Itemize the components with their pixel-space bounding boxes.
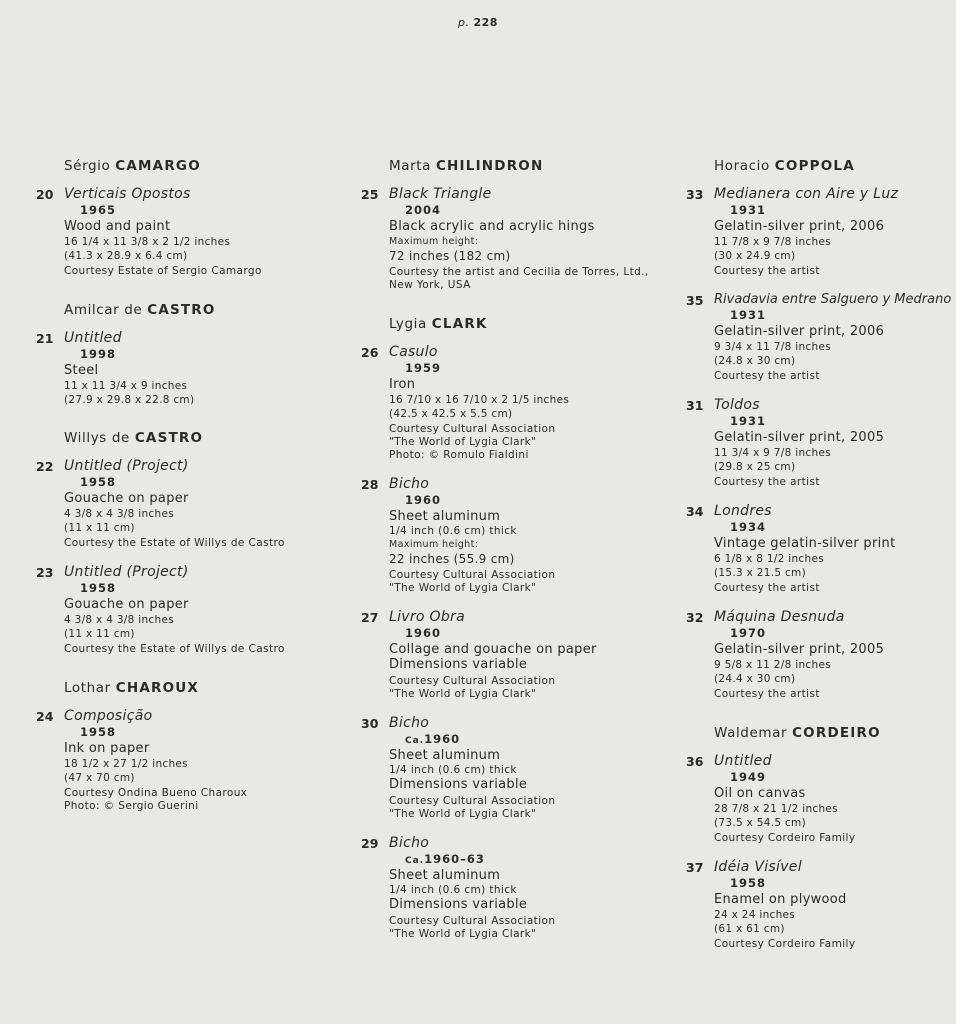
entry-credit: Courtesy the Estate of Willys de Castro	[64, 643, 285, 655]
entry-credit: Courtesy the artist	[714, 370, 820, 382]
entry-thickness: 1/4 inch (0.6 cm) thick	[389, 525, 517, 537]
column-1	[30, 158, 330, 827]
circa-label: Ca.	[405, 736, 425, 746]
artist-heading	[389, 316, 665, 332]
catalog-entry	[680, 292, 956, 383]
catalog-entry	[680, 859, 956, 951]
entry-credit: Courtesy Cultural Association	[389, 915, 556, 927]
entry-title: Bicho	[389, 715, 430, 731]
entry-dimensions: Dimensions variable	[389, 657, 528, 672]
artist-first-name: Amilcar de	[64, 302, 143, 318]
entry-credit: Courtesy the artist	[714, 582, 820, 594]
page-prefix: p.	[458, 16, 470, 29]
entry-title: Untitled	[714, 753, 772, 769]
entry-dimensions-cm: (11 x 11 cm)	[64, 522, 135, 534]
entry-credit: Courtesy Cultural Association	[389, 569, 556, 581]
entry-credit: Courtesy Cultural Association	[389, 795, 556, 807]
artist-last-name: CLARK	[431, 316, 488, 332]
entry-dimensions-inches: 16 1/4 x 11 3/8 x 2 1/2 inches	[64, 236, 231, 248]
artist-last-name: CHAROUX	[115, 680, 200, 696]
entry-credit: Courtesy the artist	[714, 476, 820, 488]
artist-last-name: CORDEIRO	[792, 725, 881, 741]
entry-medium: Black acrylic and acrylic hings	[389, 219, 595, 234]
entry-credit-line-2: "The World of Lygia Clark"	[389, 928, 537, 940]
entry-title: Casulo	[389, 344, 438, 360]
entry-dimensions-cm: (29.8 x 25 cm)	[714, 461, 796, 473]
page-number	[0, 16, 956, 29]
entry-dimensions-inches: 16 7/10 x 16 7/10 x 2 1/5 inches	[389, 394, 570, 406]
entry-dimensions-cm: (24.8 x 30 cm)	[714, 355, 796, 367]
entry-medium: Gelatin-silver print, 2006	[714, 219, 885, 234]
catalog-entry	[30, 564, 330, 656]
artist-first-name: Sérgio	[64, 158, 111, 174]
entry-number: 28	[361, 477, 379, 492]
entry-title: Untitled	[64, 330, 122, 346]
entry-thickness: 1/4 inch (0.6 cm) thick	[389, 764, 517, 776]
entry-year-value: 1960–63	[424, 852, 485, 866]
entry-year: 1958	[80, 475, 117, 489]
entry-number: 32	[686, 610, 704, 625]
catalog-entry	[680, 503, 956, 595]
entry-dimensions-inches: 4 3/8 x 4 3/8 inches	[64, 614, 174, 626]
entry-year: 1931	[730, 414, 767, 428]
entry-credit-line-2: "The World of Lygia Clark"	[389, 582, 537, 594]
entry-medium: Iron	[389, 377, 416, 392]
catalog-entry	[355, 609, 665, 701]
artist-heading	[64, 680, 330, 696]
entry-title: Bicho	[389, 476, 430, 492]
entry-title: Idéia Visível	[714, 859, 802, 875]
entry-medium: Gelatin-silver print, 2006	[714, 324, 885, 339]
entry-credit-line-2: "The World of Lygia Clark"	[389, 808, 537, 820]
entry-dimensions-inches: 28 7/8 x 21 1/2 inches	[714, 803, 838, 815]
entry-title: Rivadavia entre Salguero y Medrano	[714, 292, 952, 307]
artist-first-name: Horacio	[714, 158, 770, 174]
entry-dimensions-cm: (61 x 61 cm)	[714, 923, 785, 935]
entry-title: Toldos	[714, 397, 760, 413]
entry-year: 1934	[730, 520, 767, 534]
entry-title: Black Triangle	[389, 186, 492, 202]
artist-first-name: Lygia	[389, 316, 427, 332]
entry-year: 1958	[730, 876, 767, 890]
entry-medium: Enamel on plywood	[714, 892, 847, 907]
entry-credit: Courtesy Cordeiro Family	[714, 938, 856, 950]
entry-title: Medianera con Aire y Luz	[714, 186, 899, 202]
entry-credit: Courtesy the Estate of Willys de Castro	[64, 537, 285, 549]
entry-credit: Courtesy Cordeiro Family	[714, 832, 856, 844]
entry-note: Maximum height:	[389, 236, 479, 247]
entry-credit: Courtesy Estate of Sergio Camargo	[64, 265, 262, 277]
entry-medium: Collage and gouache on paper	[389, 642, 597, 657]
entry-medium: Steel	[64, 363, 99, 378]
entry-number: 34	[686, 504, 704, 519]
entry-dimensions: Dimensions variable	[389, 897, 528, 912]
entry-number: 33	[686, 187, 704, 202]
artist-last-name: CHILINDRON	[435, 158, 544, 174]
entry-dimensions-inches: 11 7/8 x 9 7/8 inches	[714, 236, 831, 248]
entry-year-value: 1960	[424, 732, 461, 746]
entry-dimensions-cm: (24.4 x 30 cm)	[714, 673, 796, 685]
artist-last-name: CAMARGO	[115, 158, 201, 174]
entry-year: 1960	[405, 626, 442, 640]
catalog-entry	[30, 458, 330, 550]
artist-heading	[714, 725, 956, 741]
entry-photo-credit: Photo: © Romulo Fialdini	[389, 449, 529, 461]
entry-note: Maximum height:	[389, 539, 479, 550]
entry-number: 20	[36, 187, 54, 202]
entry-year	[405, 732, 665, 746]
entry-year: 1960	[405, 493, 442, 507]
entry-dimensions-inches: 11 3/4 x 9 7/8 inches	[714, 447, 831, 459]
page-number-value: 228	[473, 16, 498, 29]
entry-photo-credit: Photo: © Sergio Guerini	[64, 800, 199, 812]
catalog-entry	[680, 609, 956, 701]
entry-year: 1970	[730, 626, 767, 640]
entry-year: 1959	[405, 361, 442, 375]
artist-first-name: Lothar	[64, 680, 111, 696]
entry-year: 1998	[80, 347, 117, 361]
entry-title: Composição	[64, 708, 153, 724]
entry-year: 2004	[405, 203, 442, 217]
entry-title: Londres	[714, 503, 772, 519]
catalog-entry	[355, 344, 665, 462]
catalog-entry	[355, 715, 665, 821]
entry-title: Untitled (Project)	[64, 564, 189, 580]
artist-first-name: Waldemar	[714, 725, 788, 741]
entry-title: Untitled (Project)	[64, 458, 189, 474]
entry-year	[405, 852, 665, 866]
entry-dimensions-inches: 9 3/4 x 11 7/8 inches	[714, 341, 831, 353]
entry-credit-line-2: "The World of Lygia Clark"	[389, 436, 537, 448]
entry-title: Máquina Desnuda	[714, 609, 845, 625]
catalog-entry	[355, 835, 665, 941]
catalog-entry	[30, 186, 330, 278]
entry-medium: Gouache on paper	[64, 491, 189, 506]
entry-credit: Courtesy the artist	[714, 688, 820, 700]
circa-label: Ca.	[405, 856, 425, 866]
entry-medium: Gelatin-silver print, 2005	[714, 642, 885, 657]
catalog-entry	[680, 753, 956, 845]
artist-heading	[64, 302, 330, 318]
entry-number: 37	[686, 860, 704, 875]
entry-credit: Courtesy Ondina Bueno Charoux	[64, 787, 248, 799]
entry-dimensions-inches: 9 5/8 x 11 2/8 inches	[714, 659, 831, 671]
entry-number: 29	[361, 836, 379, 851]
entry-medium: Sheet aluminum	[389, 868, 501, 883]
entry-number: 30	[361, 716, 379, 731]
entry-year: 1949	[730, 770, 767, 784]
artist-heading	[389, 158, 665, 174]
entry-credit: Courtesy the artist	[714, 265, 820, 277]
entry-title: Bicho	[389, 835, 430, 851]
entry-number: 23	[36, 565, 54, 580]
entry-medium: Wood and paint	[64, 219, 171, 234]
entry-year: 1958	[80, 581, 117, 595]
entry-dimensions-cm: (42.5 x 42.5 x 5.5 cm)	[389, 408, 513, 420]
entry-dimensions-cm: (27.9 x 29.8 x 22.8 cm)	[64, 394, 195, 406]
entry-number: 35	[686, 293, 704, 308]
entry-dimensions-cm: (73.5 x 54.5 cm)	[714, 817, 806, 829]
entry-dimensions-cm: (15.3 x 21.5 cm)	[714, 567, 806, 579]
entry-dimensions-cm: (11 x 11 cm)	[64, 628, 135, 640]
entry-dimensions-inches: 6 1/8 x 8 1/2 inches	[714, 553, 824, 565]
entry-dimensions-cm: (30 x 24.9 cm)	[714, 250, 796, 262]
catalog-entry	[680, 186, 956, 278]
artist-heading	[64, 158, 330, 174]
entry-medium: Ink on paper	[64, 741, 150, 756]
artist-heading	[714, 158, 956, 174]
entry-number: 27	[361, 610, 379, 625]
entry-number: 24	[36, 709, 54, 724]
entry-credit-line-2: New York, USA	[389, 279, 471, 291]
entry-medium: Sheet aluminum	[389, 509, 501, 524]
catalog-entry	[355, 476, 665, 595]
entry-dimensions-inches: 4 3/8 x 4 3/8 inches	[64, 508, 174, 520]
entry-number: 36	[686, 754, 704, 769]
entry-year: 1931	[730, 308, 767, 322]
catalog-entry	[30, 708, 330, 813]
entry-title: Verticais Opostos	[64, 186, 191, 202]
entry-dimensions: 72 inches (182 cm)	[389, 249, 511, 263]
entry-credit: Courtesy Cultural Association	[389, 423, 556, 435]
entry-medium: Vintage gelatin-silver print	[714, 536, 896, 551]
entry-thickness: 1/4 inch (0.6 cm) thick	[389, 884, 517, 896]
entry-number: 22	[36, 459, 54, 474]
entry-dimensions-cm: (41.3 x 28.9 x 6.4 cm)	[64, 250, 188, 262]
entry-number: 31	[686, 398, 704, 413]
entry-number: 25	[361, 187, 379, 202]
entry-dimensions-cm: (47 x 70 cm)	[64, 772, 135, 784]
entry-number: 21	[36, 331, 54, 346]
artist-last-name: CASTRO	[147, 302, 216, 318]
entry-title: Livro Obra	[389, 609, 465, 625]
entry-number: 26	[361, 345, 379, 360]
entry-dimensions: 22 inches (55.9 cm)	[389, 552, 515, 566]
entry-year: 1931	[730, 203, 767, 217]
entry-dimensions-inches: 11 x 11 3/4 x 9 inches	[64, 380, 188, 392]
column-3	[680, 158, 956, 965]
catalog-entry	[30, 330, 330, 406]
column-2	[355, 158, 665, 955]
entry-medium: Sheet aluminum	[389, 748, 501, 763]
entry-credit: Courtesy the artist and Cecilia de Torres, Ltd.,	[389, 266, 649, 278]
artist-first-name: Willys de	[64, 430, 130, 446]
artist-last-name: COPPOLA	[774, 158, 855, 174]
entry-medium: Oil on canvas	[714, 786, 806, 801]
entry-credit-line-2: "The World of Lygia Clark"	[389, 688, 537, 700]
entry-dimensions-inches: 24 x 24 inches	[714, 909, 796, 921]
artist-heading	[64, 430, 330, 446]
entry-year: 1958	[80, 725, 117, 739]
catalog-entry	[355, 186, 665, 292]
catalog-entry	[680, 397, 956, 489]
entry-credit: Courtesy Cultural Association	[389, 675, 556, 687]
artist-last-name: CASTRO	[134, 430, 204, 446]
entry-medium: Gouache on paper	[64, 597, 189, 612]
entry-medium: Gelatin-silver print, 2005	[714, 430, 885, 445]
entry-dimensions-inches: 18 1/2 x 27 1/2 inches	[64, 758, 188, 770]
entry-year: 1965	[80, 203, 117, 217]
entry-dimensions: Dimensions variable	[389, 777, 528, 792]
artist-first-name: Marta	[389, 158, 432, 174]
